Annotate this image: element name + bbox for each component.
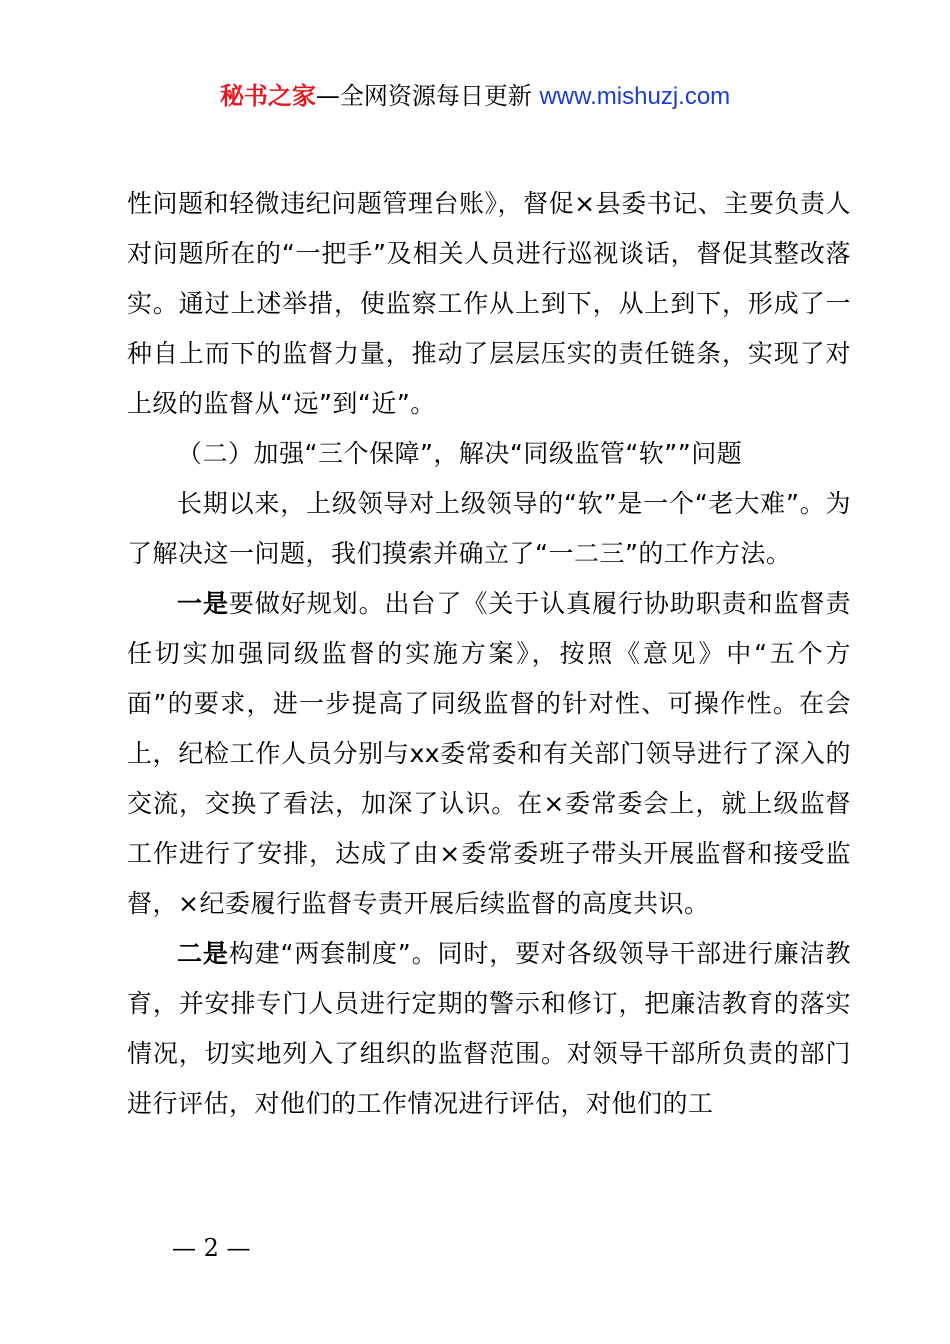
section-heading [127, 429, 851, 479]
header-slogan: —全网资源每日更新 [315, 82, 532, 110]
brand-name: 秘书之家 [219, 82, 316, 110]
paragraph-text: 要做好规划。出台了《关于认真履行协助职责和监督责任切实加强同级监督的实施方案》，按照《意见》中“五个方面”的要求，进一步提高了同级监督的针对性、可操作性。在会上，纪检工作人员分别与xx委常委和有关部门领导进行了深入的交流，交换了看法，加深了认识。在×委常委会上，就上级监督工作进行了安排，达成了由×委常委班子带头开展监督和接受监督，×纪委履行监督专责开展后续监督的高度共识。 [127, 589, 851, 918]
paragraph-continuation [127, 179, 851, 429]
paragraph-text: （二）加强“三个保障”，解决“同级监管“软””问题 [177, 439, 743, 468]
paragraph-text: 长期以来，上级领导对上级领导的“软”是一个“老大难”。为了解决这一问题，我们摸索并确立了“一二三”的工作方法。 [127, 489, 851, 568]
document-body [127, 179, 851, 1129]
paragraph [127, 929, 851, 1129]
paragraph-text: 构建“两套制度”。同时，要对各级领导干部进行廉洁教育，并安排专门人员进行定期的警示和修订，把廉洁教育的落实情况，切实地列入了组织的监督范围。对领导干部所负责的部门进行评估，对他们的工作情况进行评估，对他们的工 [127, 939, 851, 1118]
paragraph-lead: 二是 [177, 939, 229, 968]
site-url[interactable]: www.mishuzj.com [539, 83, 731, 110]
paragraph [127, 579, 851, 929]
paragraph-text: 性问题和轻微违纪问题管理台账》，督促×县委书记、主要负责人对问题所在的“一把手”及相关人员进行巡视谈话，督促其整改落实。通过上述举措，使监察工作从上到下，从上到下，形成了一种自上而下的监督力量，推动了层层压实的责任链条，实现了对上级的监督从“远”到“近”。 [127, 189, 851, 418]
page-number: — 2 — [172, 1234, 251, 1262]
paragraph [127, 479, 851, 579]
paragraph-lead: 一是 [177, 589, 229, 618]
site-header [0, 78, 950, 115]
